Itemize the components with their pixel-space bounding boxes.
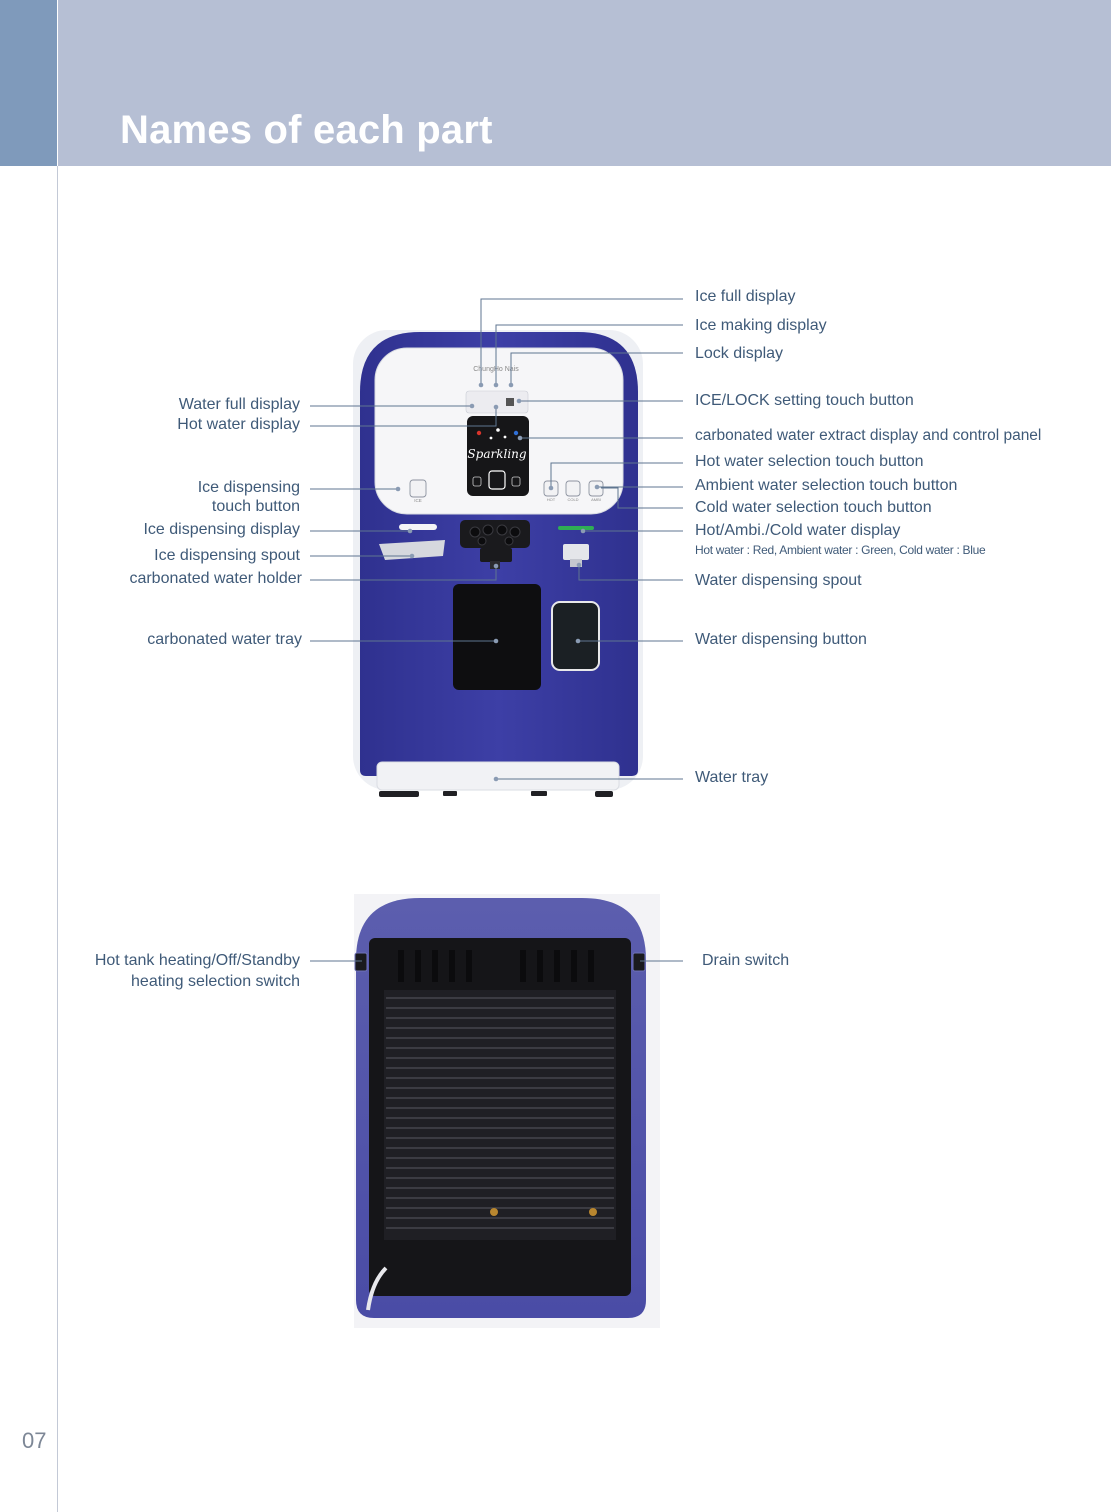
label-drain-switch: Drain switch — [702, 952, 790, 969]
label-ice-dispensing-touch-line2: touch button — [211, 498, 300, 515]
label-water-dispensing-spout: Water dispensing spout — [695, 572, 862, 589]
label-water-tray: Water tray — [695, 769, 769, 786]
water-display-bar — [558, 526, 594, 530]
label-ice-dispensing-display: Ice dispensing display — [143, 521, 300, 538]
page-number: 07 — [22, 1428, 47, 1453]
label-carbonated-water-holder: carbonated water holder — [129, 570, 302, 587]
rear-view-product — [354, 894, 660, 1328]
label-ice-dispensing-touch-line1: Ice dispensing — [197, 479, 300, 496]
carbonated-tray-shape — [453, 584, 541, 690]
svg-text:HOT: HOT — [546, 497, 556, 502]
label-hot-water-display: Hot water display — [177, 416, 300, 433]
ice-dispensing-display-bar — [399, 524, 437, 530]
cold-indicator — [514, 431, 518, 435]
label-cold-water-button: Cold water selection touch button — [695, 499, 932, 516]
label-ice-full-display: Ice full display — [695, 288, 796, 305]
rear-screw-left — [490, 1208, 498, 1216]
label-carbonated-water-tray: carbonated water tray — [147, 631, 302, 648]
hot-indicator — [477, 431, 481, 435]
sparkling-logo: Sparkling — [467, 447, 527, 461]
label-lock-display: Lock display — [695, 345, 784, 362]
label-water-dispensing-button: Water dispensing button — [695, 631, 867, 648]
water-button-shape — [552, 602, 599, 670]
label-hot-water-button: Hot water selection touch button — [695, 453, 924, 470]
svg-text:COLD: COLD — [567, 497, 579, 502]
lock-indicator-icon — [506, 398, 514, 406]
label-ice-lock-button: ICE/LOCK setting touch button — [695, 392, 914, 409]
hot-tank-switch-shape — [355, 953, 367, 971]
front-view-product — [353, 330, 643, 797]
label-carbonated-panel: carbonated water extract display and control panel — [695, 427, 1042, 444]
water-spout-shape — [563, 544, 589, 560]
brand-text: ChungHo Nais — [473, 366, 519, 373]
label-water-full-display: Water full display — [178, 396, 300, 413]
label-water-display: Hot/Ambi./Cold water display — [695, 522, 901, 539]
carbonated-holder-base — [480, 548, 512, 562]
water-tray-shape — [377, 762, 619, 790]
rear-screw-right — [589, 1208, 597, 1216]
label-ice-dispensing-spout: Ice dispensing spout — [154, 547, 300, 564]
label-hot-tank-switch-line2: heating selection switch — [131, 973, 300, 990]
label-hot-tank-switch-line1: Hot tank heating/Off/Standby — [94, 952, 300, 969]
svg-text:ICE: ICE — [414, 498, 422, 503]
label-water-display-note: Hot water : Red, Ambient water : Green, Cold water : Blue — [695, 543, 986, 557]
page-title: Names of each part — [120, 108, 493, 152]
label-ambient-water-button: Ambient water selection touch button — [695, 477, 958, 494]
label-ice-making-display: Ice making display — [695, 317, 827, 334]
drain-switch-shape — [633, 953, 645, 971]
svg-text:AMBI: AMBI — [591, 497, 601, 502]
ice-touch-button — [410, 480, 426, 497]
ambient-button — [566, 481, 580, 496]
